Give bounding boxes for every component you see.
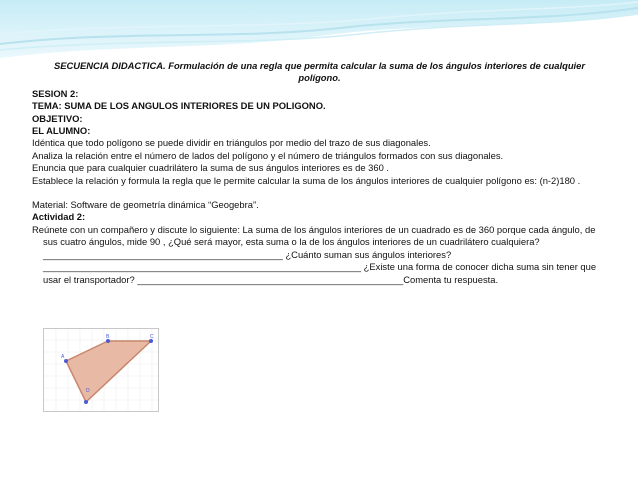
vertex-label-c: C <box>150 334 154 340</box>
activity-text: Reúnete con un compañero y discute lo siguiente: La suma de los ángulos interiores de un cuadrado es de 360 porque cada ángulo, de sus cuatro ángulos, mide 90 , ¿Qué será mayor, esta suma o la de los ángulos interiores de un cuadrilátero cualquiera?______________________________________________ ¿Cuánto suman sus ángulos interiores? _____________________________________________________________ ¿Existe una forma de conocer dicha suma sin tener que usar el transportador? ___________________________________________________Comenta tu respuesta. <box>32 223 597 285</box>
student-label: EL ALUMNO: <box>32 125 91 137</box>
activity-label: Actividad 2: <box>32 211 86 223</box>
quadrilateral-shape <box>66 341 151 402</box>
document-title: SECUENCIA DIDACTICA. Formulación de una regla que permita calcular la suma de los ángulos interiores de cualquier polígono. <box>53 60 586 84</box>
theme-heading: TEMA: SUMA DE LOS ANGULOS INTERIORES DE UN POLIGONO. <box>32 100 326 112</box>
objective-item: Idéntica que todo polígono se puede dividir en triángulos por medio del trazo de sus diagonales. <box>32 137 431 149</box>
vertex-label-d: D <box>86 388 90 394</box>
decorative-waves <box>0 0 638 60</box>
vertex-point <box>84 400 88 404</box>
objective-item: Analiza la relación entre el número de lados del polígono y el número de triángulos formados con sus diagonales. <box>32 149 504 161</box>
document-body <box>32 60 607 286</box>
material-line: Material: Software de geometría dinámica “Geogebra”. <box>32 199 259 211</box>
objective-item: Establece la relación y formula la regla que le permite calcular la suma de los ángulos interiores de cualquier polígono es: (n-2)180 . <box>32 174 581 186</box>
vertex-point <box>64 359 68 363</box>
objective-item: Enuncia que para cualquier cuadrilátero la suma de sus ángulos interiores es de 360 . <box>32 162 389 174</box>
session-label: SESION 2: <box>32 87 79 99</box>
vertex-label-a: A <box>61 354 65 360</box>
geogebra-figure <box>43 328 159 412</box>
quadrilateral-drawing <box>44 329 158 411</box>
vertex-label-b: B <box>106 334 110 340</box>
objective-label: OBJETIVO: <box>32 112 83 124</box>
